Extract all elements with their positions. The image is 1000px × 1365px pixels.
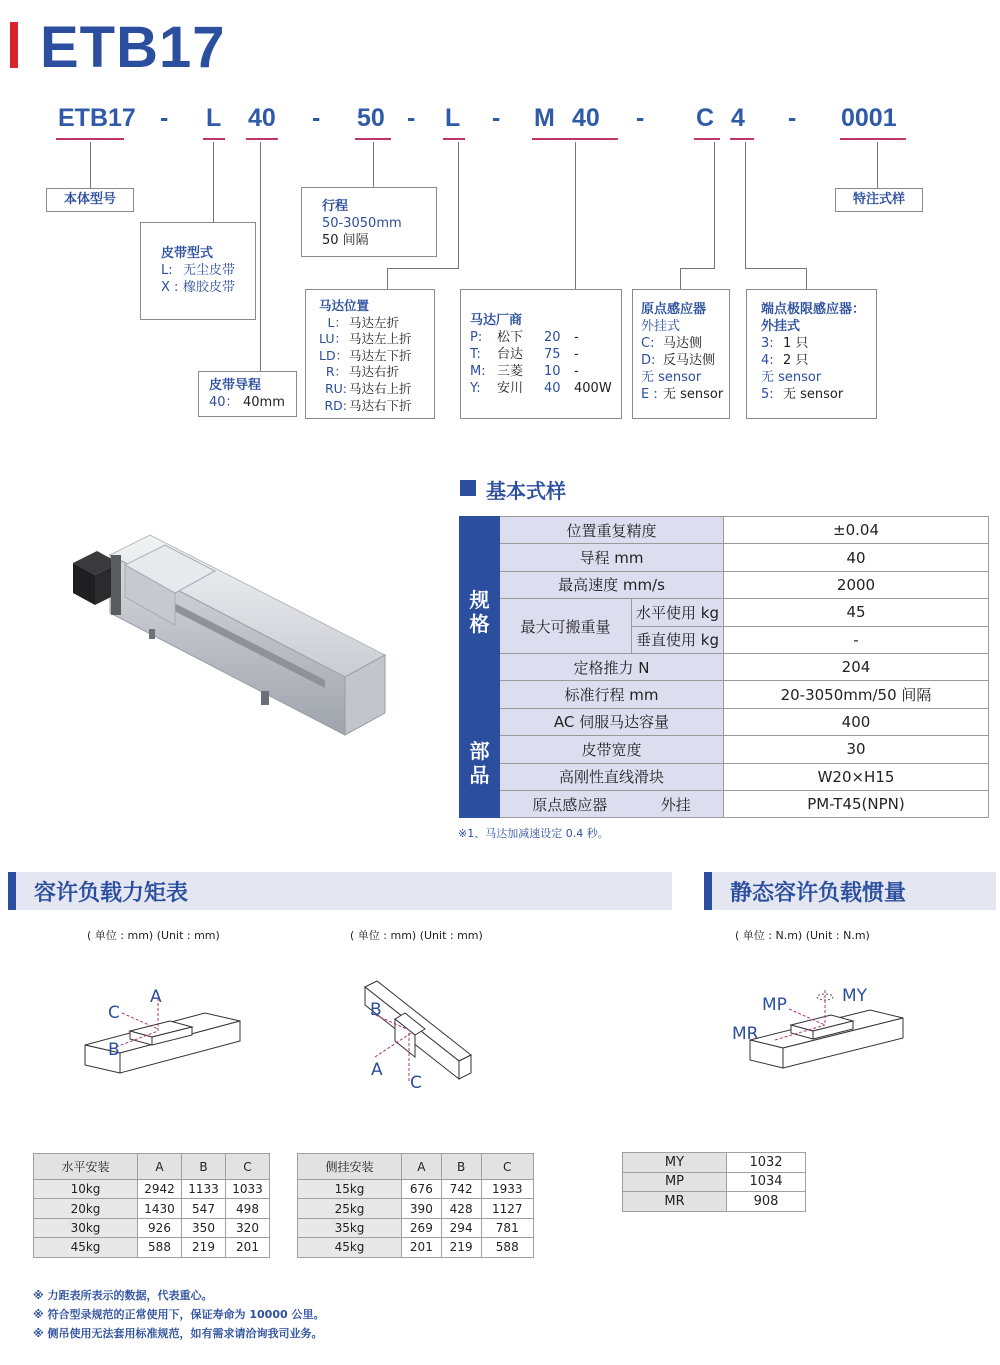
option-value: 无尘皮带 xyxy=(183,263,236,278)
diagram-label-c: C xyxy=(410,1073,422,1093)
code-underline xyxy=(56,138,124,140)
inertia-title: 静态容许负载惯量 xyxy=(730,881,907,906)
table-row xyxy=(34,1180,270,1199)
spec-title: 基本式样 xyxy=(486,479,566,503)
code-stroke: 50 xyxy=(357,104,385,132)
connector xyxy=(458,142,459,268)
code-dash: - xyxy=(160,104,169,132)
title-accent-bar xyxy=(10,22,18,68)
box-title: 原点感应器 xyxy=(641,302,707,317)
table-cell: 320 xyxy=(226,1218,270,1237)
code-dash: - xyxy=(788,104,797,132)
spec-value: PM-T45(NPN) xyxy=(724,790,989,817)
inertia-label-mp: MP xyxy=(762,995,787,1015)
code-underline xyxy=(532,138,618,140)
table-cell: 1933 xyxy=(481,1180,534,1199)
box-title: 皮带型式 xyxy=(161,246,214,261)
option-value: 无 sensor xyxy=(783,387,844,402)
table-cell: 15kg xyxy=(298,1180,402,1199)
box-special xyxy=(835,188,923,212)
option-power: 400W xyxy=(574,381,612,396)
table-header: C xyxy=(226,1154,270,1180)
option-key: 3: xyxy=(761,336,774,351)
box-special-label: 特注式样 xyxy=(852,192,905,207)
code-underline xyxy=(355,138,391,140)
option-code: 20 xyxy=(544,330,561,345)
table-cell: 742 xyxy=(441,1180,481,1199)
table-row xyxy=(623,1172,806,1192)
table-cell: 2942 xyxy=(138,1180,182,1199)
code-model: ETB17 xyxy=(58,104,136,132)
footnote: ※ 力距表所表示的数据，代表重心。 xyxy=(33,1289,213,1302)
unit-label: ( 单位 : N.m) (Unit : N.m) xyxy=(735,929,870,942)
option-key: 4: xyxy=(761,353,774,368)
stroke-range: 50-3050mm xyxy=(322,216,402,231)
box-motor-maker xyxy=(460,289,622,419)
code-dash: - xyxy=(492,104,501,132)
table-cell: 1034 xyxy=(727,1172,806,1192)
spec-label: 位置重复精度 xyxy=(500,517,724,544)
code-belt-type: L xyxy=(206,104,222,132)
box-motor-position xyxy=(305,289,435,419)
option-value: 马达右上折 xyxy=(349,380,412,396)
option-power: - xyxy=(574,347,579,362)
option-key: R： xyxy=(325,364,347,380)
option-key: 无 sensor xyxy=(641,370,702,385)
option-key: RU: xyxy=(324,380,347,396)
option-key: E : xyxy=(641,387,658,402)
box-body-model xyxy=(46,188,134,212)
inertia-label-my: MY xyxy=(842,986,868,1006)
option-code: 40 xyxy=(544,381,561,396)
option-power: - xyxy=(574,364,579,379)
table-cell: 428 xyxy=(441,1199,481,1218)
option-value: 马达左下折 xyxy=(349,347,412,363)
option-value: 马达左折 xyxy=(349,314,400,330)
box-belt-lead xyxy=(198,371,297,417)
connector xyxy=(90,142,91,188)
connector xyxy=(260,142,261,372)
connector xyxy=(680,268,715,269)
code-dash: - xyxy=(636,104,645,132)
unit-label: ( 单位 : mm) (Unit : mm) xyxy=(350,929,483,942)
page-title: ETB17 xyxy=(40,15,226,80)
horizontal-mount-diagram xyxy=(80,985,250,1080)
spec-label: 高刚性直线滑块 xyxy=(500,763,724,790)
connector xyxy=(575,142,576,289)
spec-label: 皮带宽度 xyxy=(500,736,724,763)
spec-label-text: 原点感应器 xyxy=(532,795,608,814)
table-header: 水平安装 xyxy=(34,1154,138,1180)
connector xyxy=(745,268,807,269)
table-cell: 588 xyxy=(481,1238,534,1257)
code-special: 0001 xyxy=(841,104,897,132)
table-header: C xyxy=(481,1154,534,1180)
footnote: ※ 侧吊使用无法套用标准规范，如有需求请洽询我司业务。 xyxy=(33,1327,323,1340)
diagram-label-c: C xyxy=(108,1003,120,1023)
spec-table xyxy=(459,516,989,818)
code-dash: - xyxy=(312,104,321,132)
table-header: A xyxy=(402,1154,442,1180)
inertia-table xyxy=(622,1152,806,1212)
box-stroke xyxy=(301,187,437,257)
option-value: 1 只 xyxy=(783,336,809,351)
option-key: RD: xyxy=(324,397,347,413)
code-motor-maker: M xyxy=(534,104,555,132)
spec-label: AC 伺服马达容量 xyxy=(500,708,724,735)
option-key: X : xyxy=(161,280,179,295)
code-origin-sensor: C xyxy=(696,104,715,132)
side-moment-table xyxy=(297,1153,534,1258)
option-value: 橡胶皮带 xyxy=(183,280,236,295)
table-cell: 201 xyxy=(226,1238,270,1257)
table-cell: 926 xyxy=(138,1218,182,1237)
spec-label: 水平使用 kg xyxy=(632,599,724,626)
table-cell: 588 xyxy=(138,1238,182,1257)
spec-label: 定格推力 N xyxy=(500,653,724,680)
table-cell: 294 xyxy=(441,1218,481,1237)
table-cell: MR xyxy=(623,1192,727,1212)
code-belt-lead: 40 xyxy=(248,104,276,132)
option-value: 40mm xyxy=(243,395,285,410)
table-cell: 1430 xyxy=(138,1199,182,1218)
code-underline xyxy=(246,138,278,140)
moment-band-bar xyxy=(8,872,16,910)
box-title: 行程 xyxy=(322,199,349,214)
code-underline xyxy=(203,138,225,140)
option-key: C: xyxy=(641,336,655,351)
spec-side-label: 规格 xyxy=(460,517,500,709)
option-value: 反马达侧 xyxy=(663,353,716,368)
option-value: 松下 xyxy=(497,330,524,345)
option-value: 马达侧 xyxy=(663,336,703,351)
connector xyxy=(714,142,715,268)
spec-label: 垂直使用 kg xyxy=(632,626,724,653)
diagram-label-b: B xyxy=(370,1000,382,1020)
spec-label: 导程 mm xyxy=(500,544,724,571)
footnote: ※ 符合型录规范的正常使用下，保证寿命为 10000 公里。 xyxy=(33,1308,325,1321)
table-header: B xyxy=(182,1154,226,1180)
box-limit-sensor xyxy=(746,289,877,419)
code-underline xyxy=(840,138,906,140)
spec-value: 2000 xyxy=(724,571,989,598)
option-key: T: xyxy=(470,347,481,362)
diagram-label-a: A xyxy=(371,1060,383,1080)
table-cell: MY xyxy=(623,1153,727,1173)
horizontal-moment-table xyxy=(33,1153,270,1258)
table-cell: 45kg xyxy=(34,1238,138,1257)
connector xyxy=(680,268,681,290)
table-header: A xyxy=(138,1154,182,1180)
table-cell: 781 xyxy=(481,1218,534,1237)
box-title: 马达厂商 xyxy=(470,313,523,328)
moment-title: 容许负载力矩表 xyxy=(34,881,189,906)
option-value: 马达左上折 xyxy=(349,331,412,347)
diagram-label-a: A xyxy=(150,987,162,1007)
table-row xyxy=(298,1238,534,1257)
stroke-interval: 50 间隔 xyxy=(322,233,369,248)
option-key: Y: xyxy=(470,381,481,396)
table-cell: 201 xyxy=(402,1238,442,1257)
spec-label-text: 外挂 xyxy=(660,795,691,814)
box-belt-type xyxy=(140,222,256,320)
option-key: 无 sensor xyxy=(761,370,822,385)
table-cell: 498 xyxy=(226,1199,270,1218)
box-body-model-label: 本体型号 xyxy=(63,192,116,207)
table-cell: MP xyxy=(623,1172,727,1192)
table-cell: 219 xyxy=(182,1238,226,1257)
spec-label xyxy=(500,790,724,817)
table-cell: 1127 xyxy=(481,1199,534,1218)
code-limit-sensor: 4 xyxy=(731,104,745,132)
spec-title-square xyxy=(460,480,476,496)
table-cell: 269 xyxy=(402,1218,442,1237)
spec-value: 400 xyxy=(724,708,989,735)
table-cell: 547 xyxy=(182,1199,226,1218)
spec-value: W20×H15 xyxy=(724,763,989,790)
table-row xyxy=(623,1153,806,1173)
table-row xyxy=(298,1199,534,1218)
spec-value: 40 xyxy=(724,544,989,571)
option-key: P: xyxy=(470,330,483,345)
spec-value: 20-3050mm/50 间隔 xyxy=(724,681,989,708)
spec-label: 最大可搬重量 xyxy=(500,599,632,654)
spec-side-label: 部品 xyxy=(460,708,500,818)
connector xyxy=(877,142,878,188)
option-code: 75 xyxy=(544,347,561,362)
option-key: 40： xyxy=(209,395,239,410)
code-dash: - xyxy=(407,104,416,132)
table-row xyxy=(298,1180,534,1199)
table-cell: 10kg xyxy=(34,1180,138,1199)
spec-value: - xyxy=(724,626,989,653)
table-cell: 35kg xyxy=(298,1218,402,1237)
box-title: 端点极限感应器： xyxy=(761,302,866,317)
option-value: 无 sensor xyxy=(663,387,724,402)
table-cell: 676 xyxy=(402,1180,442,1199)
code-underline xyxy=(730,138,754,140)
box-subtitle: 外挂式 xyxy=(761,319,801,334)
option-value: 2 只 xyxy=(783,353,809,368)
option-key: LU： xyxy=(319,331,347,347)
spec-label: 最高速度 mm/s xyxy=(500,571,724,598)
table-cell: 390 xyxy=(402,1199,442,1218)
table-row xyxy=(34,1218,270,1237)
option-key: M: xyxy=(470,364,486,379)
table-header: 侧挂安装 xyxy=(298,1154,402,1180)
connector xyxy=(806,268,807,290)
table-cell: 1032 xyxy=(727,1153,806,1173)
spec-value: 30 xyxy=(724,736,989,763)
box-title: 马达位置 xyxy=(319,298,370,313)
inertia-band-bar xyxy=(704,872,712,910)
option-code: 10 xyxy=(544,364,561,379)
spec-value: 45 xyxy=(724,599,989,626)
code-motor-pos: L xyxy=(445,104,461,132)
table-cell: 219 xyxy=(441,1238,481,1257)
unit-label: ( 单位 : mm) (Unit : mm) xyxy=(87,929,220,942)
spec-label: 标准行程 mm xyxy=(500,681,724,708)
option-key: LD： xyxy=(319,347,349,363)
code-motor-power: 40 xyxy=(572,104,600,132)
option-value: 台达 xyxy=(497,347,524,362)
connector xyxy=(745,142,746,268)
option-power: - xyxy=(574,330,579,345)
spec-note: ※1、马达加减速设定 0.4 秒。 xyxy=(458,827,609,840)
box-subtitle: 外挂式 xyxy=(641,319,681,334)
table-row xyxy=(623,1192,806,1212)
box-origin-sensor xyxy=(632,289,730,419)
diagram-label-b: B xyxy=(108,1040,120,1060)
connector xyxy=(373,142,374,188)
option-key: L： xyxy=(327,314,347,330)
code-underline xyxy=(694,138,720,140)
option-value: 马达右折 xyxy=(349,364,400,380)
table-cell: 30kg xyxy=(34,1218,138,1237)
connector xyxy=(387,268,388,290)
box-title: 皮带导程 xyxy=(209,378,262,393)
option-key: L: xyxy=(161,263,173,278)
product-image xyxy=(55,505,440,775)
option-value: 马达右下折 xyxy=(349,397,412,413)
table-row xyxy=(34,1238,270,1257)
inertia-label-mr: MR xyxy=(732,1024,759,1044)
table-cell: 45kg xyxy=(298,1238,402,1257)
code-underline xyxy=(443,138,465,140)
option-value: 安川 xyxy=(497,381,524,396)
option-key: D: xyxy=(641,353,656,368)
table-row xyxy=(34,1199,270,1218)
connector xyxy=(213,142,214,223)
option-value: 三菱 xyxy=(497,364,524,379)
table-cell: 1133 xyxy=(182,1180,226,1199)
spec-value: ±0.04 xyxy=(724,517,989,544)
spec-value: 204 xyxy=(724,653,989,680)
table-cell: 25kg xyxy=(298,1199,402,1218)
option-key: 5: xyxy=(761,387,774,402)
table-cell: 20kg xyxy=(34,1199,138,1218)
table-header: B xyxy=(441,1154,481,1180)
table-cell: 350 xyxy=(182,1218,226,1237)
table-cell: 1033 xyxy=(226,1180,270,1199)
table-cell: 908 xyxy=(727,1192,806,1212)
connector xyxy=(387,268,459,269)
table-row xyxy=(298,1218,534,1237)
